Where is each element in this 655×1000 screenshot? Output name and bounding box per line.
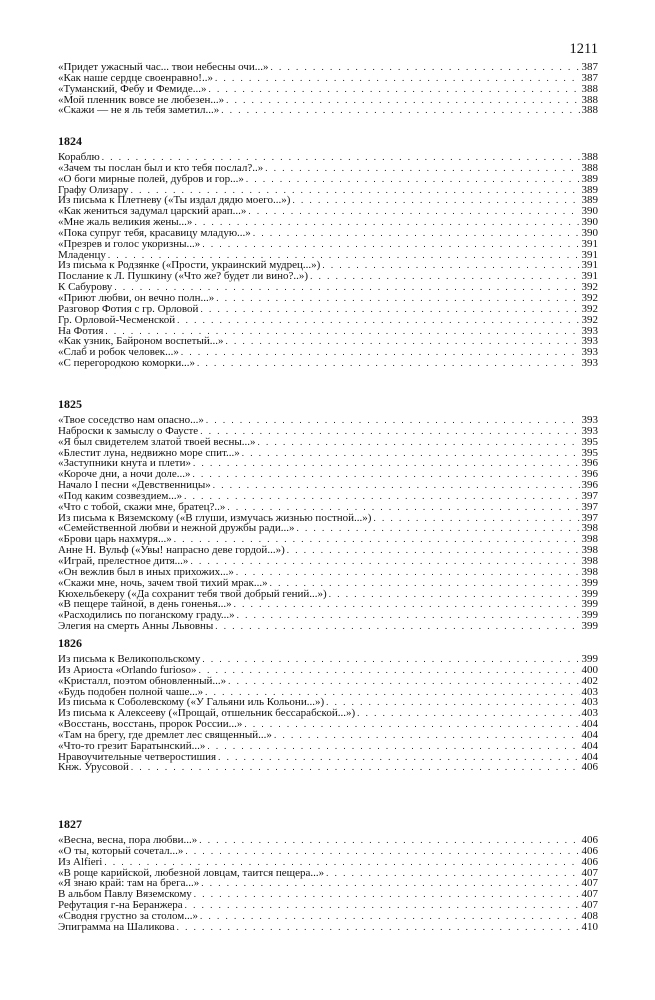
year-heading: 1826	[58, 636, 82, 650]
dot-leader	[248, 206, 579, 217]
dot-leader	[246, 174, 580, 185]
toc-section	[58, 636, 598, 773]
entry-page-number: 387	[581, 71, 598, 84]
entry-page-number: 389	[581, 183, 598, 196]
dot-leader	[242, 448, 580, 459]
entry-page-number: 404	[581, 739, 598, 752]
entry-page-number: 392	[581, 291, 598, 304]
entry-title: Элегия на смерть Анны Львовны	[58, 620, 214, 633]
entry-title: «В пещере тайной, в день гоненья...»	[58, 598, 232, 611]
year-heading: 1827	[58, 817, 82, 831]
entry-page-number: 398	[581, 533, 598, 546]
entry-title: «В роще карийской, любезной ловцам, таится пещера...»	[58, 866, 325, 879]
entry-page-number: 403	[581, 707, 598, 720]
entry-title: «Весна, весна, пора любви...»	[58, 834, 198, 846]
entry-page-number: 410	[581, 920, 598, 933]
toc-entry	[58, 239, 598, 250]
dot-leader	[202, 654, 579, 665]
entry-page-number: 393	[581, 346, 598, 359]
toc-entry	[58, 741, 598, 752]
entry-page-number: 398	[581, 544, 598, 557]
entry-title: «Туманский, Фебу и Фемиде...»	[58, 82, 207, 95]
dot-leader	[131, 762, 580, 773]
entry-title: «Блестит луна, недвижно море спит...»	[58, 446, 240, 459]
entry-page-number: 397	[581, 489, 598, 502]
entry-title: «Мне жаль великия жены...»	[58, 216, 193, 229]
entry-page-number: 392	[581, 302, 598, 315]
entry-title: На Фотия	[58, 324, 104, 337]
entry-page-number: 391	[581, 237, 598, 250]
entry-page-number: 388	[581, 104, 598, 117]
toc-entry	[58, 752, 598, 763]
dot-leader	[202, 239, 579, 250]
dot-leader	[270, 578, 580, 589]
entry-title: Гр. Орловой-Чесменской	[58, 313, 176, 326]
dot-leader	[193, 458, 580, 469]
dot-leader	[194, 217, 579, 228]
dot-leader	[200, 911, 580, 922]
entry-page-number: 395	[581, 446, 598, 459]
dot-leader	[215, 621, 579, 632]
entry-title: «Я был свидетелем златой твоей весны...»	[58, 435, 256, 448]
entry-title: «Будь подобен полной чаше...»	[58, 685, 204, 698]
entry-page-number: 393	[581, 424, 598, 437]
dot-leader	[177, 922, 580, 933]
entry-page-number: 392	[581, 281, 598, 294]
toc-section	[58, 817, 598, 933]
entry-title: Графу Олизару	[58, 183, 129, 196]
entry-title: «Под каким созвездием...»	[58, 489, 183, 502]
entry-title: «Как жениться задумал царский арап...»	[58, 205, 247, 218]
toc-entry	[58, 437, 598, 448]
dot-leader	[207, 741, 579, 752]
dot-leader	[310, 271, 579, 282]
dot-leader	[287, 545, 580, 556]
dot-leader	[177, 315, 579, 326]
entry-title: «Я знаю край: там на брега...»	[58, 877, 200, 890]
dot-leader	[199, 665, 580, 676]
entry-title: Кюхельбекеру («Да сохранит тебя твой добрый гений...»)	[58, 587, 327, 600]
toc-section	[58, 397, 598, 632]
dot-leader	[326, 868, 579, 879]
entry-title: Послание к Л. Пушкину («Что же? будет ли вино?..»)	[58, 270, 309, 283]
dot-leader	[326, 697, 579, 708]
entry-page-number: 399	[581, 576, 598, 589]
entry-title: «Сводня грустно за столом...»	[58, 909, 198, 922]
toc-section	[58, 134, 598, 369]
entry-title: «Восстань, восстань, пророк России...»	[58, 718, 243, 731]
page-number: 1211	[569, 41, 598, 57]
entry-page-number: 399	[581, 598, 598, 611]
entry-title: «С перегородкою коморки...»	[58, 357, 196, 370]
dot-leader	[296, 523, 579, 534]
entry-title: «Что-то грезит Баратынский...»	[58, 739, 206, 752]
entry-page-number: 407	[581, 888, 598, 901]
dot-leader	[184, 491, 579, 502]
entry-title: Из письма к Великопольскому	[58, 653, 201, 665]
entry-page-number: 406	[581, 855, 598, 868]
entry-page-number: 408	[581, 909, 598, 922]
toc-entry	[58, 846, 598, 857]
entry-page-number: 389	[581, 194, 598, 207]
entry-page-number: 396	[581, 457, 598, 470]
dot-leader	[218, 752, 579, 763]
entry-page-number: 397	[581, 500, 598, 513]
entry-title: «Что с тобой, скажи мне, братец?..»	[58, 500, 226, 513]
entry-title: Из Ариоста «Orlando furioso»	[58, 663, 197, 676]
dot-leader	[274, 730, 580, 741]
dot-leader	[258, 437, 580, 448]
year-heading: 1824	[58, 134, 82, 148]
entry-page-number: 393	[581, 324, 598, 337]
entry-title: Начало I песни «Девственницы»	[58, 479, 211, 492]
entry-title: Эпиграмма на Шаликова	[58, 920, 175, 933]
toc-entry	[58, 174, 598, 185]
entry-page-number: 393	[581, 414, 598, 426]
entry-title: «Как узник, Байроном воспетый...»	[58, 335, 224, 348]
entry-page-number: 399	[581, 653, 598, 665]
entry-page-number: 389	[581, 172, 598, 185]
entry-title: Из письма к Вяземскому («В глуши, измучась жизнью постной...»)	[58, 511, 372, 524]
entry-page-number: 404	[581, 750, 598, 763]
entry-title: «О боги мирные полей, дубров и гор...»	[58, 172, 244, 185]
toc-entry	[58, 358, 598, 369]
entry-page-number: 392	[581, 313, 598, 326]
entry-page-number: 388	[581, 93, 598, 106]
entry-page-number: 390	[581, 226, 598, 239]
entry-title: «Пока супруг тебя, красавицу младую...»	[58, 226, 251, 239]
toc-entry	[58, 502, 598, 513]
entry-title: «Скажи — не я ль тебя заметил...»	[58, 104, 220, 117]
entry-page-number: 403	[581, 696, 598, 709]
dot-leader	[221, 105, 579, 116]
entry-title: К Сабурову	[58, 281, 113, 294]
dot-leader	[271, 62, 580, 73]
toc-entry	[58, 315, 598, 326]
entry-page-number: 406	[581, 761, 598, 774]
dot-leader	[193, 469, 580, 480]
toc-section	[58, 62, 598, 116]
entry-page-number: 399	[581, 620, 598, 633]
toc-entry	[58, 676, 598, 687]
entry-page-number: 387	[581, 61, 598, 73]
entry-title: Наброски к замыслу о Фаусте	[58, 424, 199, 437]
entry-page-number: 407	[581, 866, 598, 879]
toc-entry	[58, 105, 598, 116]
entry-title: «Там на брегу, где дремлет лес священный...»	[58, 728, 272, 741]
toc-entry	[58, 762, 598, 773]
entry-title: «Он вежлив был в иных прихожих...»	[58, 565, 234, 578]
entry-page-number: 390	[581, 205, 598, 218]
entry-page-number: 406	[581, 844, 598, 857]
entry-title: «Слаб и робок человек...»	[58, 346, 179, 359]
dot-leader	[200, 426, 579, 437]
dot-leader	[181, 347, 580, 358]
dot-leader	[206, 415, 580, 426]
dot-leader	[234, 599, 580, 610]
dot-leader	[265, 163, 579, 174]
entry-title: В альбом Павлу Вяземскому	[58, 888, 192, 901]
toc-entry	[58, 857, 598, 868]
entry-page-number: 388	[581, 161, 598, 174]
entry-page-number: 391	[581, 270, 598, 283]
entry-title: «Придет ужасный час... твои небесны очи...»	[58, 61, 269, 73]
dot-leader	[200, 304, 579, 315]
entry-title: «Зачем ты послан был и кто тебя послал?..»	[58, 161, 264, 174]
entry-page-number: 391	[581, 259, 598, 272]
entry-title: Анне Н. Вульф («Увы! напрасно деве гордой...»)	[58, 544, 285, 557]
entry-title: «Презрев и голос укоризны...»	[58, 237, 201, 250]
entry-title: Кораблю	[58, 151, 100, 163]
dot-leader	[201, 878, 579, 889]
entry-title: Разговор Фотия с гр. Орловой	[58, 302, 199, 315]
entry-page-number: 393	[581, 357, 598, 370]
entry-title: «Брови царь нахмуря...»	[58, 533, 172, 546]
entry-title: «Заступники кнута и плети»	[58, 457, 191, 470]
entry-page-number: 402	[581, 674, 598, 687]
entry-page-number: 398	[581, 522, 598, 535]
entry-title: Нравоучительные четверостишия	[58, 750, 217, 763]
entry-page-number: 399	[581, 609, 598, 622]
dot-leader	[104, 857, 579, 868]
dot-leader	[227, 502, 579, 513]
dot-leader	[357, 708, 579, 719]
dot-leader	[225, 336, 579, 347]
entry-title: «Кристалл, поэтом обновленный...»	[58, 674, 227, 687]
year-heading: 1825	[58, 397, 82, 411]
entry-page-number: 395	[581, 435, 598, 448]
entry-page-number: 396	[581, 468, 598, 481]
entry-title: Рефутация г-на Беранжера	[58, 899, 183, 912]
entry-page-number: 406	[581, 834, 598, 846]
toc-entry	[58, 84, 598, 95]
entry-title: Из письма к Соболевскому («У Гальяни иль Кольони...»)	[58, 696, 325, 709]
entry-page-number: 391	[581, 248, 598, 261]
toc-entry	[58, 271, 598, 282]
entry-title: Младенцу	[58, 248, 106, 261]
dot-leader	[199, 835, 579, 846]
dot-leader	[236, 567, 580, 578]
dot-leader	[197, 358, 579, 369]
dot-leader	[216, 293, 579, 304]
dot-leader	[253, 228, 580, 239]
entry-page-number: 407	[581, 899, 598, 912]
entry-title: «Приют любви, он вечно полн...»	[58, 291, 215, 304]
dot-leader	[213, 480, 580, 491]
entry-title: «Мой пленник вовсе не любезен...»	[58, 93, 225, 106]
entry-title: «Играй, прелестное дитя...»	[58, 554, 189, 567]
entry-title: Из письма к Родзянке («Прости, украинский мудрец...»)	[58, 259, 321, 272]
entry-page-number: 403	[581, 685, 598, 698]
entry-title: Кнж. Урусовой	[58, 761, 129, 774]
dot-leader	[373, 513, 579, 524]
entry-page-number: 407	[581, 877, 598, 890]
toc-entry	[58, 621, 598, 632]
entry-title: «Семейственной любви и нежной дружбы ради...»	[58, 522, 295, 535]
entry-page-number: 398	[581, 565, 598, 578]
dot-leader	[244, 719, 579, 730]
entry-title: «Скажи мне, ночь, зачем твой тихий мрак...»	[58, 576, 268, 589]
dot-leader	[237, 610, 580, 621]
dot-leader	[226, 95, 579, 106]
dot-leader	[190, 556, 579, 567]
entry-title: Из Alfieri	[58, 855, 103, 868]
entry-page-number: 399	[581, 587, 598, 600]
dot-leader	[185, 846, 579, 857]
entry-page-number: 400	[581, 663, 598, 676]
dot-leader	[322, 260, 579, 271]
entry-page-number: 404	[581, 718, 598, 731]
dot-leader	[329, 589, 580, 600]
entry-page-number: 397	[581, 511, 598, 524]
dot-leader	[228, 676, 579, 687]
toc-entry	[58, 922, 598, 933]
entry-title: «Короче дни, а ночи доле...»	[58, 468, 191, 481]
entry-title: «О ты, который сочетал...»	[58, 844, 184, 857]
entry-title: «Твое соседство нам опасно...»	[58, 414, 204, 426]
entry-page-number: 393	[581, 335, 598, 348]
dot-leader	[208, 84, 579, 95]
entry-page-number: 390	[581, 216, 598, 229]
toc-entry	[58, 578, 598, 589]
dot-leader	[215, 73, 580, 84]
dot-leader	[194, 889, 580, 900]
entry-title: Из письма к Алексееву («Прощай, отшельник бессарабской...»)	[58, 707, 356, 720]
entry-page-number: 388	[581, 151, 598, 163]
entry-page-number: 388	[581, 82, 598, 95]
entry-page-number: 398	[581, 554, 598, 567]
entry-page-number: 396	[581, 479, 598, 492]
dot-leader	[185, 900, 580, 911]
entry-title: Из письма к Плетневу («Ты издал дядю моего...»)	[58, 194, 291, 207]
dot-leader	[292, 195, 579, 206]
entry-title: «Как наше сердце своенравно!..»	[58, 71, 213, 84]
entry-title: «Расходились по поганскому граду...»	[58, 609, 235, 622]
entry-page-number: 404	[581, 728, 598, 741]
